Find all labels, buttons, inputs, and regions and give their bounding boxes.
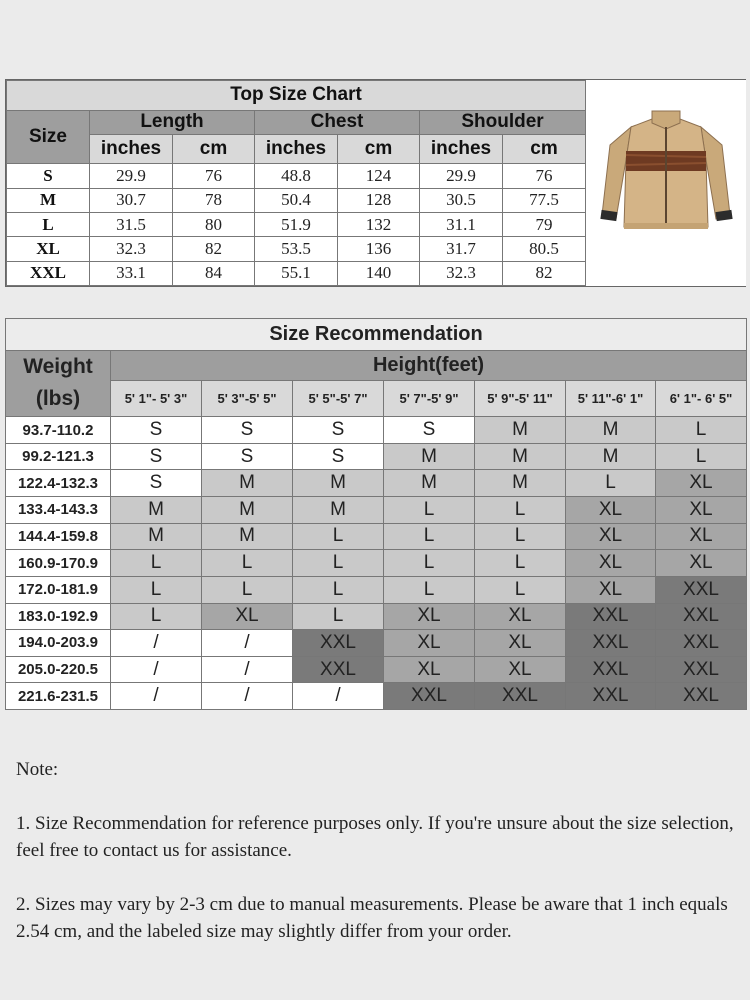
recommendation-row [6, 683, 747, 710]
size-chart-table [6, 80, 586, 286]
weight-range: 194.0-203.9 [6, 630, 111, 657]
recommended-size-cell: / [202, 683, 293, 710]
size-chart-row [7, 237, 586, 261]
recommended-size-cell: L [475, 523, 566, 550]
recommended-size-cell: L [111, 603, 202, 630]
measurement-cell: 53.5 [255, 237, 338, 261]
measurement-cell: 30.7 [90, 188, 173, 212]
note-item: 2. Sizes may vary by 2-3 cm due to manual measurements. Please be aware that 1 inch equals 2.54 cm, and the labeled size may slightly differ from your order. [16, 894, 728, 942]
height-range-header: 6' 1"- 6' 5" [656, 381, 747, 417]
recommended-size-cell: M [202, 497, 293, 524]
size-label: XL [7, 237, 90, 261]
recommended-size-cell: S [111, 417, 202, 444]
recommended-size-cell: XL [384, 630, 475, 657]
recommended-size-cell: XL [384, 656, 475, 683]
height-range-header: 5' 11"-6' 1" [566, 381, 656, 417]
recommended-size-cell: M [293, 470, 384, 497]
recommendation-row [6, 523, 747, 550]
weight-range: 99.2-121.3 [6, 443, 111, 470]
size-label: XXL [7, 261, 90, 285]
recommended-size-cell: / [111, 683, 202, 710]
recommendation-row [6, 630, 747, 657]
product-image [585, 80, 746, 286]
recommended-size-cell: XL [475, 630, 566, 657]
size-column-header: Size [7, 110, 90, 164]
measurement-cell: 29.9 [90, 164, 173, 188]
size-label: L [7, 213, 90, 237]
recommended-size-cell: M [566, 417, 656, 444]
recommended-size-cell: XL [202, 603, 293, 630]
size-chart-panel [5, 79, 746, 287]
recommendation-row [6, 497, 747, 524]
recommended-size-cell: L [475, 550, 566, 577]
measurement-cell: 32.3 [420, 261, 503, 285]
measurement-cell: 77.5 [503, 188, 586, 212]
measurement-cell: 82 [173, 237, 255, 261]
jacket-icon [596, 105, 736, 245]
size-label: S [7, 164, 90, 188]
recommended-size-cell: XXL [566, 603, 656, 630]
measurement-cell: 140 [338, 261, 420, 285]
recommended-size-cell: S [384, 417, 475, 444]
measurement-cell: 124 [338, 164, 420, 188]
recommendation-row [6, 443, 747, 470]
recommended-size-cell: M [566, 443, 656, 470]
height-range-header: 5' 3"-5' 5" [202, 381, 293, 417]
recommended-size-cell: M [475, 417, 566, 444]
note-item: 1. Size Recommendation for reference purposes only. If you're unsure about the size selection, feel free to contact us for assistance. [16, 813, 734, 861]
recommended-size-cell: L [384, 550, 475, 577]
unit-header: cm [338, 134, 420, 164]
recommended-size-cell: / [202, 630, 293, 657]
recommended-size-cell: XL [475, 603, 566, 630]
size-chart-title: Top Size Chart [7, 81, 586, 111]
measurement-cell: 33.1 [90, 261, 173, 285]
size-label: M [7, 188, 90, 212]
recommended-size-cell: M [475, 470, 566, 497]
recommended-size-cell: XXL [656, 656, 747, 683]
recommended-size-cell: XXL [293, 630, 384, 657]
recommended-size-cell: S [293, 443, 384, 470]
recommended-size-cell: L [384, 497, 475, 524]
unit-header: inches [420, 134, 503, 164]
recommended-size-cell: L [293, 523, 384, 550]
recommended-size-cell: L [293, 576, 384, 603]
size-chart-row [7, 213, 586, 237]
recommended-size-cell: XL [656, 550, 747, 577]
recommended-size-cell: L [656, 417, 747, 444]
recommended-size-cell: S [202, 443, 293, 470]
recommended-size-cell: XL [566, 576, 656, 603]
measurement-cell: 132 [338, 213, 420, 237]
recommended-size-cell: XXL [566, 630, 656, 657]
weight-range: 172.0-181.9 [6, 576, 111, 603]
recommended-size-cell: S [111, 443, 202, 470]
measurement-cell: 31.1 [420, 213, 503, 237]
measurement-cell: 51.9 [255, 213, 338, 237]
unit-header: inches [255, 134, 338, 164]
recommended-size-cell: L [475, 497, 566, 524]
measurement-cell: 31.7 [420, 237, 503, 261]
weight-range: 133.4-143.3 [6, 497, 111, 524]
weight-range: 221.6-231.5 [6, 683, 111, 710]
recommended-size-cell: L [384, 523, 475, 550]
recommendation-row [6, 656, 747, 683]
recommendation-row [6, 470, 747, 497]
measurement-cell: 78 [173, 188, 255, 212]
measurement-cell: 76 [503, 164, 586, 188]
recommended-size-cell: XL [656, 470, 747, 497]
recommended-size-cell: XL [566, 550, 656, 577]
recommended-size-cell: XXL [656, 603, 747, 630]
height-range-header: 5' 9"-5' 11" [475, 381, 566, 417]
recommendation-row [6, 550, 747, 577]
recommended-size-cell: M [111, 523, 202, 550]
recommended-size-cell: M [475, 443, 566, 470]
size-chart-row [7, 188, 586, 212]
measurement-cell: 128 [338, 188, 420, 212]
recommended-size-cell: XL [656, 523, 747, 550]
measurement-cell: 80.5 [503, 237, 586, 261]
unit-header: inches [90, 134, 173, 164]
weight-range: 93.7-110.2 [6, 417, 111, 444]
recommendation-row [6, 417, 747, 444]
measurement-cell: 31.5 [90, 213, 173, 237]
recommended-size-cell: L [384, 576, 475, 603]
weight-range: 122.4-132.3 [6, 470, 111, 497]
recommendation-title: Size Recommendation [6, 319, 747, 351]
recommended-size-cell: XXL [566, 683, 656, 710]
recommended-size-cell: M [293, 497, 384, 524]
measurement-cell: 84 [173, 261, 255, 285]
measurement-cell: 50.4 [255, 188, 338, 212]
weight-header-unit: (lbs) [35, 387, 81, 411]
recommended-size-cell: XL [475, 656, 566, 683]
weight-range: 160.9-170.9 [6, 550, 111, 577]
recommended-size-cell: XL [384, 603, 475, 630]
recommended-size-cell: M [384, 470, 475, 497]
measurement-cell: 76 [173, 164, 255, 188]
unit-header: cm [173, 134, 255, 164]
weight-header-label: Weight [23, 355, 93, 379]
recommended-size-cell: L [293, 603, 384, 630]
recommended-size-cell: L [475, 576, 566, 603]
recommended-size-cell: S [202, 417, 293, 444]
unit-header: cm [503, 134, 586, 164]
recommended-size-cell: M [202, 523, 293, 550]
measurement-cell: 80 [173, 213, 255, 237]
height-range-header: 5' 7"-5' 9" [384, 381, 475, 417]
recommended-size-cell: XL [566, 523, 656, 550]
recommended-size-cell: M [111, 497, 202, 524]
recommended-size-cell: L [293, 550, 384, 577]
recommendation-row [6, 576, 747, 603]
recommended-size-cell: XXL [566, 656, 656, 683]
recommended-size-cell: L [656, 443, 747, 470]
recommended-size-cell: / [111, 630, 202, 657]
recommended-size-cell: M [202, 470, 293, 497]
measurement-cell: 79 [503, 213, 586, 237]
recommendation-row [6, 603, 747, 630]
size-chart-row [7, 164, 586, 188]
notes-section [16, 756, 741, 972]
size-recommendation-table [5, 318, 747, 710]
recommended-size-cell: L [111, 576, 202, 603]
recommended-size-cell: XL [566, 497, 656, 524]
recommended-size-cell: / [202, 656, 293, 683]
weight-range: 183.0-192.9 [6, 603, 111, 630]
measurement-cell: 48.8 [255, 164, 338, 188]
recommended-size-cell: L [202, 576, 293, 603]
chest-header: Chest [255, 110, 420, 134]
recommended-size-cell: XXL [656, 683, 747, 710]
measurement-cell: 29.9 [420, 164, 503, 188]
recommended-size-cell: XXL [656, 630, 747, 657]
height-header: Height(feet) [111, 350, 747, 381]
recommended-size-cell: XXL [475, 683, 566, 710]
recommended-size-cell: XXL [293, 656, 384, 683]
shoulder-header: Shoulder [420, 110, 586, 134]
recommended-size-cell: L [202, 550, 293, 577]
height-range-header: 5' 5"-5' 7" [293, 381, 384, 417]
recommended-size-cell: L [111, 550, 202, 577]
measurement-cell: 32.3 [90, 237, 173, 261]
recommended-size-cell: / [111, 656, 202, 683]
measurement-cell: 136 [338, 237, 420, 261]
weight-range: 205.0-220.5 [6, 656, 111, 683]
size-chart-row [7, 261, 586, 285]
recommended-size-cell: S [111, 470, 202, 497]
recommended-size-cell: M [384, 443, 475, 470]
recommended-size-cell: L [566, 470, 656, 497]
weight-range: 144.4-159.8 [6, 523, 111, 550]
notes-heading: Note: [16, 759, 59, 780]
recommended-size-cell: S [293, 417, 384, 444]
measurement-cell: 82 [503, 261, 586, 285]
measurement-cell: 30.5 [420, 188, 503, 212]
height-range-header: 5' 1"- 5' 3" [111, 381, 202, 417]
weight-header [6, 350, 111, 417]
recommended-size-cell: XXL [384, 683, 475, 710]
recommended-size-cell: XXL [656, 576, 747, 603]
measurement-cell: 55.1 [255, 261, 338, 285]
recommended-size-cell: / [293, 683, 384, 710]
recommended-size-cell: XL [656, 497, 747, 524]
length-header: Length [90, 110, 255, 134]
